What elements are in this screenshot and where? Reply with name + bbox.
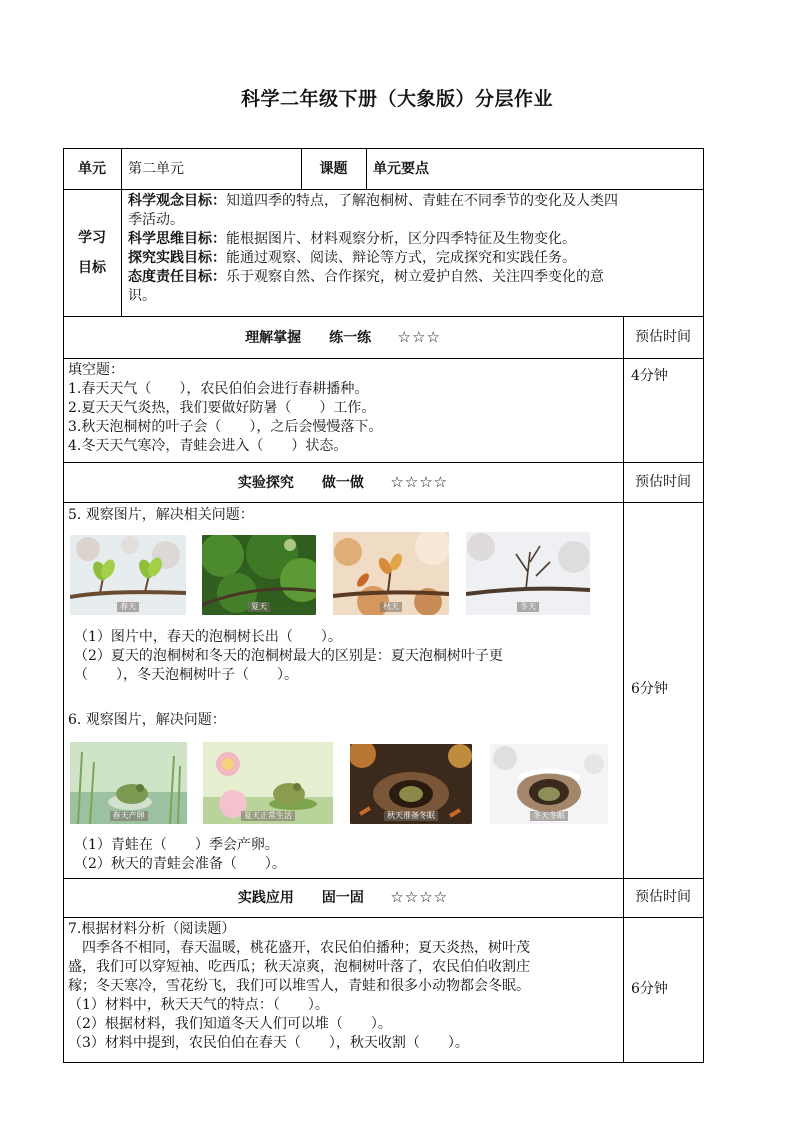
frog-summer-image <box>203 742 333 824</box>
section3-line: （2）根据材料，我们知道冬天人们可以堆（ ）。 <box>68 1016 392 1032</box>
section3-line: 盛，我们可以穿短袖、吃西瓜；秋天凉爽，泡桐树叶落了，农民伯伯收割庄 <box>68 959 530 975</box>
document-title: 科学二年级下册（大象版）分层作业 <box>240 88 553 110</box>
goal-key: 探究实践目标： <box>128 250 226 266</box>
section1-line: 2.夏天天气炎热，我们要做好防暑（ ）工作。 <box>68 400 376 416</box>
section3-body <box>68 920 618 1053</box>
unit-value: 第二单元 <box>128 161 184 177</box>
section1-line: 4.冬天天气寒冷，青蛙会进入（ ）状态。 <box>68 438 348 454</box>
frog-caption: 春天产卵 <box>110 811 148 821</box>
section3-line: （3）材料中提到，农民伯伯在春天（ ），秋天收割（ ）。 <box>68 1035 469 1051</box>
goals-content <box>128 192 698 306</box>
tree-caption: 秋天 <box>380 602 402 612</box>
unit-label: 单元 <box>78 161 106 177</box>
section1-heading: 理解掌握 练一练 ☆☆☆ <box>245 328 441 346</box>
section1-line: 3.秋天泡桐树的叶子会（ ），之后会慢慢落下。 <box>68 419 383 435</box>
goal-text: 乐于观察自然、合作探究，树立爱护自然、关注四季变化的意 <box>226 269 604 285</box>
section3-heading: 实践应用 固一固 ☆☆☆☆ <box>237 888 449 906</box>
topic-label: 课题 <box>319 161 348 177</box>
tree-autumn-image <box>333 532 449 615</box>
q5-line: （ ），冬天泡桐树叶子（ ）。 <box>74 667 298 683</box>
q6-line: （2）秋天的青蛙会准备（ ）。 <box>74 856 286 872</box>
goal-text: 能根据图片、材料观察分析，区分四季特征及生物变化。 <box>226 231 576 247</box>
star-rating: ☆☆☆ <box>397 328 441 346</box>
section2-time-label: 预估时间 <box>635 474 691 490</box>
tree-winter-image <box>466 532 590 615</box>
section2-time: 6分钟 <box>631 681 668 697</box>
goal-text: 知道四季的特点，了解泡桐树、青蛙在不同季节的变化及人类四 <box>226 193 618 209</box>
goal-key: 科学观念目标： <box>128 193 226 209</box>
goal-key: 科学思维目标： <box>128 231 226 247</box>
section3-line: （1）材料中，秋天天气的特点：（ ）。 <box>68 997 329 1013</box>
tree-spring-image <box>70 535 186 615</box>
topic-value: 单元要点 <box>373 161 429 177</box>
tree-caption: 夏天 <box>248 602 270 612</box>
q5-line: （2）夏天的泡桐树和冬天的泡桐树最大的区别是：夏天泡桐树叶子更 <box>74 648 503 664</box>
tree-summer-image <box>202 535 316 615</box>
goal-key: 态度责任目标： <box>128 269 226 285</box>
section3-line: 四季各不相同，春天温暖，桃花盛开，农民伯伯播种；夏天炎热，树叶茂 <box>68 940 530 956</box>
star-rating: ☆☆☆☆ <box>390 473 449 491</box>
goal-text-cont: 识。 <box>128 288 156 304</box>
section1-line: 填空题： <box>68 362 124 378</box>
section1-time-label: 预估时间 <box>635 329 691 345</box>
section1-time: 4分钟 <box>631 368 668 384</box>
frog-winter-image <box>490 744 608 824</box>
q5-title: 5. 观察图片，解决相关问题： <box>68 507 254 523</box>
q6-questions <box>74 836 619 874</box>
goal-text: 能通过观察、阅读、辩论等方式，完成探究和实践任务。 <box>226 250 576 266</box>
frog-autumn-image <box>350 744 472 824</box>
frog-caption: 冬天冬眠 <box>530 811 568 821</box>
section2-heading: 实验探究 做一做 ☆☆☆☆ <box>237 473 449 491</box>
section1-body <box>68 361 618 456</box>
goals-label-1: 学习 <box>78 230 106 246</box>
q5-line: （1）图片中，春天的泡桐树长出（ ）。 <box>74 629 342 645</box>
section3-time-label: 预估时间 <box>635 889 691 905</box>
section3-line: 7.根据材料分析（阅读题） <box>68 921 236 937</box>
section3-time: 6分钟 <box>631 981 668 997</box>
tree-caption: 春天 <box>117 602 139 612</box>
frog-caption: 夏天正常生活 <box>241 811 295 821</box>
q6-line: （1）青蛙在（ ）季会产卵。 <box>74 837 279 853</box>
section3-line: 稼；冬天寒冷，雪花纷飞，我们可以堆雪人，青蛙和很多小动物都会冬眠。 <box>68 978 530 994</box>
q5-questions <box>74 628 619 685</box>
section1-line: 1.春天天气（ ），农民伯伯会进行春耕播种。 <box>68 381 369 397</box>
frog-caption: 秋天准备冬眠 <box>384 811 438 821</box>
star-rating: ☆☆☆☆ <box>390 888 449 906</box>
goal-text-cont: 季活动。 <box>128 212 184 228</box>
frog-spring-image <box>70 742 187 824</box>
goals-label-2: 目标 <box>78 260 106 276</box>
tree-caption: 冬天 <box>517 602 539 612</box>
q6-title: 6. 观察图片，解决问题： <box>68 712 226 728</box>
